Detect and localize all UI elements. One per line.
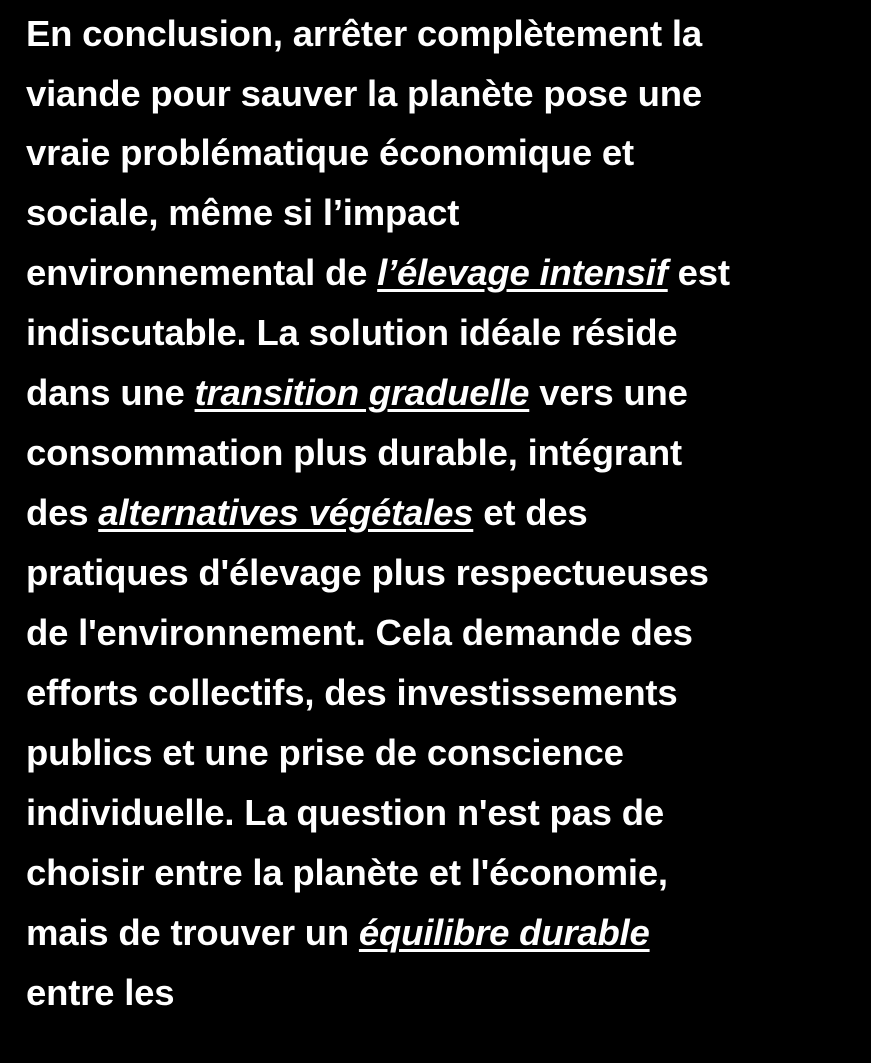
- text-line-1: En conclusion, arrêter complètement la: [26, 13, 702, 54]
- text-line-16: [26, 911, 650, 955]
- emphasis-elevage-intensif: l’élevage intensif: [377, 252, 668, 293]
- emphasis-transition-graduelle: transition graduelle: [194, 372, 530, 413]
- text-line-7-after: vers une: [529, 372, 688, 413]
- text-line-14: individuelle. La question n'est pas de: [26, 792, 664, 833]
- emphasis-equilibre-durable: équilibre durable: [358, 912, 650, 953]
- text-line-9-before: des: [26, 492, 99, 533]
- emphasis-alternatives-vegetales: alternatives végétales: [98, 492, 474, 533]
- text-line-5: [26, 251, 730, 295]
- text-line-15: choisir entre la planète et l'économie,: [26, 852, 668, 893]
- text-line-3: vraie problématique économique et: [26, 132, 634, 173]
- text-line-17: entre les: [26, 972, 175, 1013]
- text-line-5-before: environnemental de: [26, 252, 378, 293]
- text-line-2: viande pour sauver la planète pose une: [26, 73, 702, 114]
- text-line-10: pratiques d'élevage plus respectueuses: [26, 552, 709, 593]
- text-line-11: de l'environnement. Cela demande des: [26, 612, 693, 653]
- text-line-8: consommation plus durable, intégrant: [26, 432, 682, 473]
- text-line-9: [26, 491, 588, 535]
- text-line-13: publics et une prise de conscience: [26, 732, 624, 773]
- text-line-16-before: mais de trouver un: [26, 912, 359, 953]
- text-line-5-after: est: [667, 252, 730, 293]
- text-line-7: [26, 371, 688, 415]
- text-line-9-after: et des: [473, 492, 588, 533]
- text-line-6: indiscutable. La solution idéale réside: [26, 312, 678, 353]
- text-line-4: sociale, même si l’impact: [26, 192, 460, 233]
- text-line-12: efforts collectifs, des investissements: [26, 672, 678, 713]
- text-line-7-before: dans une: [26, 372, 195, 413]
